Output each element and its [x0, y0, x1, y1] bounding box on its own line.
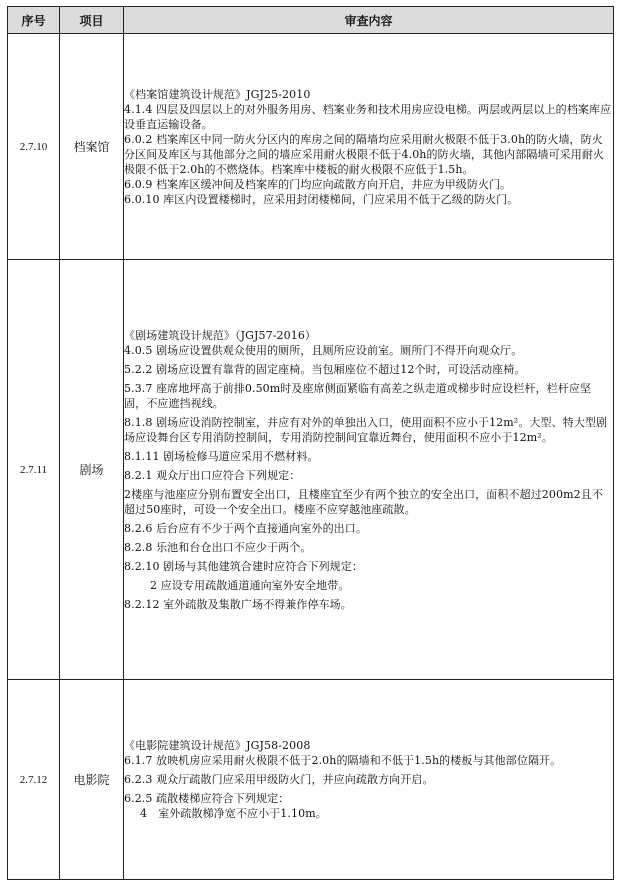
row-content: [124, 680, 614, 880]
clause: 4 室外疏散梯净宽不应小于1.10m。: [140, 807, 327, 820]
table-row: [8, 34, 614, 260]
code-title: 《档案馆建筑设计规范》JGJ25-2010: [124, 87, 311, 101]
row-content: [124, 34, 614, 260]
clause: 6.0.2 档案库区中同一防火分区内的库房之间的隔墙均应采用耐火极限不低于3.0h的防火墙，防火分区间及库区与其他部分之间的墙应采用耐火极限不低于4.0h的防火墙，其他内部隔墙可采用耐火极限不低于2.0h的不燃烧体。档案库中楼板的耐火极限不应低于1.5h。: [124, 132, 605, 176]
row-number: 2.7.10: [8, 34, 60, 260]
header-content: 审查内容: [124, 7, 614, 34]
row-item: 剧场: [60, 260, 124, 680]
clause: 6.1.7 放映机房应采用耐火极限不低于2.0h的隔墙和不低于1.5h的楼板与其他部位隔开。: [124, 754, 562, 767]
header-item: 项目: [60, 7, 124, 34]
clause: 4.1.4 四层及四层以上的对外服务用房、档案业务和技术用房应设电梯。两层或两层以上的档案库应设垂直运输设备。: [124, 102, 612, 131]
clause: 2楼座与池座应分别布置安全出口，且楼座宜至少有两个独立的安全出口，面积不超过200m2且不超过50座时，可设一个安全出口。楼座不应穿越池座疏散。: [124, 487, 603, 516]
clause: 8.2.6 后台应有不少于两个直接通向室外的出口。: [124, 521, 367, 535]
header-num: 序号: [8, 7, 60, 34]
clause: 5.3.7 座席地坪高于前排0.50m时及座席侧面紧临有高差之纵走道或梯步时应设栏杆，栏杆应坚固，不应遮挡视线。: [124, 381, 592, 410]
clause: 6.0.10 库区内设置楼梯时，应采用封闭楼梯间，门应采用不低于乙级的防火门。: [124, 192, 519, 206]
row-number: 2.7.12: [8, 680, 60, 880]
clause: 8.1.8 剧场应设消防控制室，并应有对外的单独出入口，使用面积不应小于12m²。大型、特大型剧场应设舞台区专用消防控制间，专用消防控制间宜靠近舞台，使用面积不应小于12m²。: [124, 415, 608, 444]
clause: 8.1.11 剧场检修马道应采用不燃材料。: [124, 449, 319, 463]
row-item: 档案馆: [60, 34, 124, 260]
row-number: 2.7.11: [8, 260, 60, 680]
clause: 4.0.5 剧场应设置供观众使用的厕所，且厕所应设前室。厕所门不得开向观众厅。: [124, 343, 523, 357]
clause: 6.2.5 疏散楼梯应符合下列规定：: [124, 792, 290, 805]
code-title: 《剧场建筑设计规范》（JGJ57-2016）: [124, 328, 317, 342]
clause: 6.0.9 档案库区缓冲间及档案库的门均应向疏散方向开启，并应为甲级防火门。: [124, 177, 512, 191]
clause: 2 应设专用疏散通道通向室外安全地带。: [150, 578, 350, 592]
clause: 6.2.3 观众厅疏散门应采用甲级防火门，并应向疏散方向开启。: [124, 773, 434, 786]
table-header-row: [8, 7, 614, 34]
table-row: [8, 260, 614, 680]
clause: 8.2.10 剧场与其他建筑合建时应符合下列规定：: [124, 559, 363, 573]
row-content: [124, 260, 614, 680]
review-table: [7, 6, 614, 880]
clause: 8.2.12 室外疏散及集散广场不得兼作停车场。: [124, 597, 352, 611]
code-title: 《电影院建筑设计规范》JGJ58-2008: [124, 739, 311, 752]
table-row: [8, 680, 614, 880]
clause: 8.2.8 乐池和台仓出口不应少于两个。: [124, 540, 312, 554]
clause: 5.2.2 剧场应设置有靠背的固定座椅。当包厢座位不超过12个时，可设活动座椅。: [124, 362, 526, 376]
row-item: 电影院: [60, 680, 124, 880]
clause: 8.2.1 观众厅出口应符合下列规定：: [124, 468, 301, 482]
